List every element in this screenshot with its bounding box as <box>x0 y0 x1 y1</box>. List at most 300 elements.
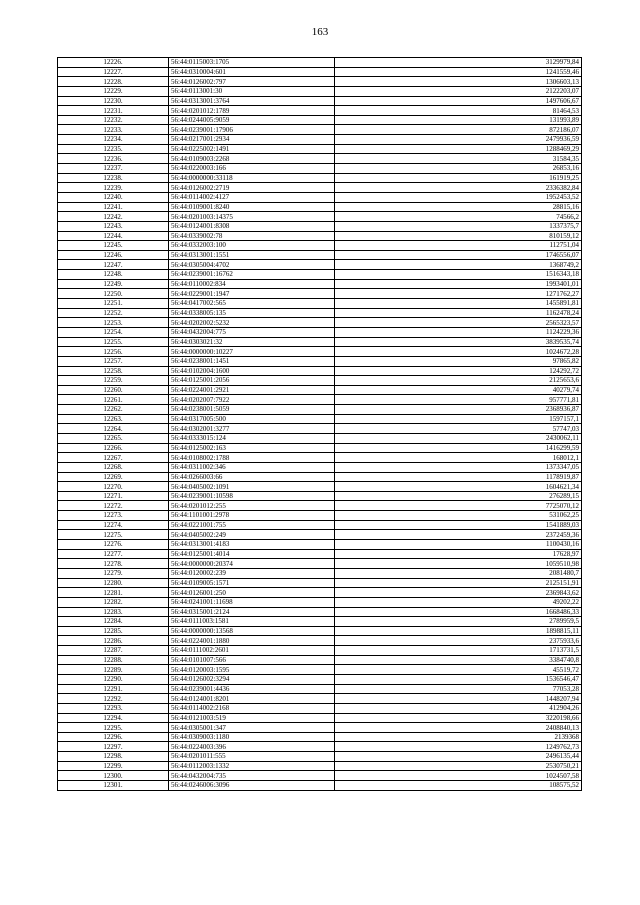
row-number: 12293. <box>58 703 169 713</box>
row-number: 12259. <box>58 376 169 386</box>
cadastral-value: 2530750,21 <box>335 761 582 771</box>
cadastral-value: 1241559,46 <box>335 67 582 77</box>
cadastral-value: 1059510,98 <box>335 559 582 569</box>
row-number: 12278. <box>58 559 169 569</box>
table-row <box>58 77 582 87</box>
table-row <box>58 318 582 328</box>
row-number: 12258. <box>58 366 169 376</box>
row-number: 12270. <box>58 482 169 492</box>
row-number: 12231. <box>58 106 169 116</box>
cadastral-value: 1668486,33 <box>335 607 582 617</box>
cadastral-value: 1536546,47 <box>335 675 582 685</box>
cadastral-value: 81464,53 <box>335 106 582 116</box>
cadastral-number: 56:44:0224003:396 <box>169 742 335 752</box>
cadastral-value: 2430062,11 <box>335 433 582 443</box>
cadastral-value: 1455891,81 <box>335 299 582 309</box>
cadastral-number: 56:44:0114002:4127 <box>169 192 335 202</box>
row-number: 12287. <box>58 646 169 656</box>
cadastral-value: 1337375,7 <box>335 221 582 231</box>
cadastral-number: 56:44:0311002:346 <box>169 462 335 472</box>
table-body <box>58 58 582 791</box>
table-row <box>58 115 582 125</box>
cadastral-number: 56:44:0125001:4014 <box>169 549 335 559</box>
table-row <box>58 761 582 771</box>
row-number: 12242. <box>58 212 169 222</box>
table-row <box>58 327 582 337</box>
page-number: 163 <box>311 26 329 38</box>
table-row <box>58 781 582 791</box>
cadastral-number: 56:44:0124001:8201 <box>169 694 335 704</box>
table-row <box>58 135 582 145</box>
cadastral-number: 56:44:0121003:519 <box>169 713 335 723</box>
table-row <box>58 752 582 762</box>
cadastral-number: 56:44:0109001:8240 <box>169 202 335 212</box>
cadastral-number: 56:44:0313001:3764 <box>169 96 335 106</box>
row-number: 12260. <box>58 385 169 395</box>
cadastral-number: 56:44:0310004:601 <box>169 67 335 77</box>
row-number: 12247. <box>58 260 169 270</box>
cadastral-value: 1497606,67 <box>335 96 582 106</box>
row-number: 12257. <box>58 356 169 366</box>
row-number: 12243. <box>58 221 169 231</box>
row-number: 12239. <box>58 183 169 193</box>
cadastral-number: 56:44:0432004:735 <box>169 771 335 781</box>
cadastral-value: 7725070,12 <box>335 501 582 511</box>
table-row <box>58 308 582 318</box>
table-row <box>58 212 582 222</box>
cadastral-value: 1713731,5 <box>335 646 582 656</box>
cadastral-number: 56:44:0309003:1180 <box>169 732 335 742</box>
table-row <box>58 588 582 598</box>
table-row <box>58 67 582 77</box>
cadastral-number: 56:44:0102004:1600 <box>169 366 335 376</box>
cadastral-value: 3220198,66 <box>335 713 582 723</box>
row-number: 12248. <box>58 270 169 280</box>
table-row <box>58 491 582 501</box>
cadastral-number: 56:44:0239001:4436 <box>169 684 335 694</box>
cadastral-number: 56:44:0266003:66 <box>169 472 335 482</box>
cadastral-number: 56:44:0239001:17906 <box>169 125 335 135</box>
cadastral-number: 56:44:1101001:2978 <box>169 511 335 521</box>
cadastral-number: 56:44:0126002:797 <box>169 77 335 87</box>
table-row <box>58 385 582 395</box>
cadastral-value: 161919,25 <box>335 173 582 183</box>
cadastral-number: 56:44:0225002:1491 <box>169 144 335 154</box>
table-row <box>58 424 582 434</box>
row-number: 12253. <box>58 318 169 328</box>
cadastral-number: 56:44:0302001:3277 <box>169 424 335 434</box>
row-number: 12277. <box>58 549 169 559</box>
row-number: 12261. <box>58 395 169 405</box>
cadastral-value: 1993401,01 <box>335 279 582 289</box>
table-row <box>58 578 582 588</box>
table-row <box>58 597 582 607</box>
table-row <box>58 356 582 366</box>
cadastral-value: 2139368 <box>335 732 582 742</box>
row-number: 12295. <box>58 723 169 733</box>
table-row <box>58 453 582 463</box>
row-number: 12264. <box>58 424 169 434</box>
cadastral-value: 2496135,44 <box>335 752 582 762</box>
cadastral-number: 56:44:0333015:124 <box>169 433 335 443</box>
row-number: 12285. <box>58 626 169 636</box>
table-row <box>58 192 582 202</box>
table-row <box>58 636 582 646</box>
table-row <box>58 511 582 521</box>
cadastral-number: 56:44:0111002:2601 <box>169 646 335 656</box>
cadastral-value: 2565323,57 <box>335 318 582 328</box>
cadastral-number: 56:44:0126002:2719 <box>169 183 335 193</box>
cadastral-number: 56:44:0432004:775 <box>169 327 335 337</box>
cadastral-value: 49202,22 <box>335 597 582 607</box>
cadastral-value: 31584,35 <box>335 154 582 164</box>
cadastral-number: 56:44:0101007:566 <box>169 655 335 665</box>
cadastral-number: 56:44:0113001:30 <box>169 86 335 96</box>
cadastral-number: 56:44:0109005:1571 <box>169 578 335 588</box>
table-row <box>58 568 582 578</box>
cadastral-value: 412904,26 <box>335 703 582 713</box>
table-row <box>58 173 582 183</box>
row-number: 12274. <box>58 520 169 530</box>
cadastral-value: 1100430,16 <box>335 540 582 550</box>
cadastral-number: 56:44:0201012:255 <box>169 501 335 511</box>
cadastral-number: 56:44:0317005:500 <box>169 414 335 424</box>
table-row <box>58 376 582 386</box>
row-number: 12235. <box>58 144 169 154</box>
table-row <box>58 617 582 627</box>
row-number: 12281. <box>58 588 169 598</box>
table-row <box>58 270 582 280</box>
cadastral-number: 56:44:0114002:2168 <box>169 703 335 713</box>
cadastral-number: 56:44:0241001:11698 <box>169 597 335 607</box>
table-row <box>58 742 582 752</box>
row-number: 12230. <box>58 96 169 106</box>
cadastral-value: 1306603,13 <box>335 77 582 87</box>
row-number: 12249. <box>58 279 169 289</box>
row-number: 12263. <box>58 414 169 424</box>
cadastral-value: 3839535,74 <box>335 337 582 347</box>
row-number: 12291. <box>58 684 169 694</box>
row-number: 12232. <box>58 115 169 125</box>
cadastral-number: 56:44:0201011:555 <box>169 752 335 762</box>
cadastral-number: 56:44:0000000:20374 <box>169 559 335 569</box>
row-number: 12265. <box>58 433 169 443</box>
cadastral-value: 531062,25 <box>335 511 582 521</box>
cadastral-value: 2479936,59 <box>335 135 582 145</box>
table-row <box>58 607 582 617</box>
table-row <box>58 723 582 733</box>
row-number: 12297. <box>58 742 169 752</box>
cadastral-number: 56:44:0111003:1581 <box>169 617 335 627</box>
cadastral-number: 56:44:0220003:166 <box>169 164 335 174</box>
cadastral-number: 56:44:0000000:33118 <box>169 173 335 183</box>
table-row <box>58 347 582 357</box>
cadastral-number: 56:44:0313001:1551 <box>169 250 335 260</box>
row-number: 12262. <box>58 405 169 415</box>
row-number: 12229. <box>58 86 169 96</box>
cadastral-value: 2375933,6 <box>335 636 582 646</box>
cadastral-number: 56:44:0224001:2921 <box>169 385 335 395</box>
cadastral-value: 1448207,94 <box>335 694 582 704</box>
cadastral-value: 1746556,07 <box>335 250 582 260</box>
table-row <box>58 279 582 289</box>
table-row <box>58 260 582 270</box>
cadastral-number: 56:44:0000000:10227 <box>169 347 335 357</box>
cadastral-value: 2125653,6 <box>335 376 582 386</box>
cadastral-value: 1604621,34 <box>335 482 582 492</box>
cadastral-value: 1952453,52 <box>335 192 582 202</box>
row-number: 12275. <box>58 530 169 540</box>
cadastral-value: 3384740,8 <box>335 655 582 665</box>
cadastral-table <box>57 57 582 791</box>
row-number: 12227. <box>58 67 169 77</box>
table-row <box>58 694 582 704</box>
row-number: 12301. <box>58 781 169 791</box>
cadastral-value: 1416299,59 <box>335 443 582 453</box>
cadastral-number: 56:44:0202002:5232 <box>169 318 335 328</box>
cadastral-value: 1178919,87 <box>335 472 582 482</box>
cadastral-number: 56:44:0217001:2934 <box>169 135 335 145</box>
row-number: 12268. <box>58 462 169 472</box>
table-row <box>58 289 582 299</box>
row-number: 12273. <box>58 511 169 521</box>
table-row <box>58 106 582 116</box>
row-number: 12299. <box>58 761 169 771</box>
table-row <box>58 684 582 694</box>
cadastral-value: 57747,03 <box>335 424 582 434</box>
cadastral-value: 1288469,29 <box>335 144 582 154</box>
row-number: 12288. <box>58 655 169 665</box>
cadastral-value: 1249762,73 <box>335 742 582 752</box>
row-number: 12271. <box>58 491 169 501</box>
table-row <box>58 655 582 665</box>
row-number: 12289. <box>58 665 169 675</box>
table-row <box>58 231 582 241</box>
cadastral-number: 56:44:0125002:163 <box>169 443 335 453</box>
cadastral-value: 1373347,05 <box>335 462 582 472</box>
row-number: 12245. <box>58 241 169 251</box>
cadastral-number: 56:44:0000000:13568 <box>169 626 335 636</box>
table-row <box>58 771 582 781</box>
table-row <box>58 626 582 636</box>
cadastral-value: 276289,15 <box>335 491 582 501</box>
cadastral-value: 2789959,5 <box>335 617 582 627</box>
row-number: 12226. <box>58 58 169 68</box>
cadastral-number: 56:44:0201012:1789 <box>169 106 335 116</box>
cadastral-value: 2336382,84 <box>335 183 582 193</box>
cadastral-value: 26853,16 <box>335 164 582 174</box>
table-row <box>58 433 582 443</box>
row-number: 12228. <box>58 77 169 87</box>
row-number: 12252. <box>58 308 169 318</box>
row-number: 12269. <box>58 472 169 482</box>
table-row <box>58 482 582 492</box>
cadastral-number: 56:44:0313001:4183 <box>169 540 335 550</box>
cadastral-number: 56:44:0305001:347 <box>169 723 335 733</box>
table-row <box>58 675 582 685</box>
table-row <box>58 183 582 193</box>
cadastral-number: 56:44:0202007:7922 <box>169 395 335 405</box>
cadastral-value: 957771,81 <box>335 395 582 405</box>
row-number: 12284. <box>58 617 169 627</box>
row-number: 12296. <box>58 732 169 742</box>
cadastral-value: 77053,28 <box>335 684 582 694</box>
cadastral-value: 17628,97 <box>335 549 582 559</box>
row-number: 12267. <box>58 453 169 463</box>
cadastral-value: 2368936,87 <box>335 405 582 415</box>
cadastral-value: 1271762,27 <box>335 289 582 299</box>
cadastral-number: 56:44:0120002:239 <box>169 568 335 578</box>
row-number: 12244. <box>58 231 169 241</box>
cadastral-value: 2372459,36 <box>335 530 582 540</box>
cadastral-number: 56:44:0238001:5059 <box>169 405 335 415</box>
row-number: 12233. <box>58 125 169 135</box>
cadastral-number: 56:44:0110002:834 <box>169 279 335 289</box>
table-row <box>58 540 582 550</box>
row-number: 12276. <box>58 540 169 550</box>
row-number: 12280. <box>58 578 169 588</box>
cadastral-value: 1124229,36 <box>335 327 582 337</box>
row-number: 12290. <box>58 675 169 685</box>
table-row <box>58 202 582 212</box>
cadastral-value: 168012,1 <box>335 453 582 463</box>
table-row <box>58 250 582 260</box>
cadastral-value: 97865,82 <box>335 356 582 366</box>
cadastral-number: 56:44:0120003:1595 <box>169 665 335 675</box>
row-number: 12256. <box>58 347 169 357</box>
row-number: 12292. <box>58 694 169 704</box>
row-number: 12251. <box>58 299 169 309</box>
table-row <box>58 549 582 559</box>
cadastral-number: 56:44:0229001:1947 <box>169 289 335 299</box>
table-row <box>58 86 582 96</box>
table-row <box>58 501 582 511</box>
cadastral-number: 56:44:0221001:755 <box>169 520 335 530</box>
cadastral-value: 124292,72 <box>335 366 582 376</box>
table-row <box>58 96 582 106</box>
table-row <box>58 241 582 251</box>
row-number: 12254. <box>58 327 169 337</box>
row-number: 12266. <box>58 443 169 453</box>
table-row <box>58 665 582 675</box>
row-number: 12241. <box>58 202 169 212</box>
cadastral-value: 1898815,11 <box>335 626 582 636</box>
table-row <box>58 713 582 723</box>
table-row <box>58 472 582 482</box>
cadastral-number: 56:44:0405002:1091 <box>169 482 335 492</box>
row-number: 12286. <box>58 636 169 646</box>
row-number: 12283. <box>58 607 169 617</box>
cadastral-number: 56:44:0115003:1705 <box>169 58 335 68</box>
cadastral-value: 872186,07 <box>335 125 582 135</box>
table-row <box>58 144 582 154</box>
cadastral-number: 56:44:0338005:135 <box>169 308 335 318</box>
cadastral-value: 1516343,18 <box>335 270 582 280</box>
table-row <box>58 154 582 164</box>
table-row <box>58 337 582 347</box>
cadastral-number: 56:44:0246006:3096 <box>169 781 335 791</box>
row-number: 12240. <box>58 192 169 202</box>
cadastral-value: 28815,16 <box>335 202 582 212</box>
cadastral-number: 56:44:0201003:14375 <box>169 212 335 222</box>
row-number: 12234. <box>58 135 169 145</box>
cadastral-value: 45519,72 <box>335 665 582 675</box>
cadastral-value: 810159,12 <box>335 231 582 241</box>
cadastral-number: 56:44:0244005:9059 <box>169 115 335 125</box>
cadastral-value: 131993,89 <box>335 115 582 125</box>
row-number: 12236. <box>58 154 169 164</box>
cadastral-value: 40279,74 <box>335 385 582 395</box>
table-row <box>58 405 582 415</box>
table-row <box>58 125 582 135</box>
row-number: 12238. <box>58 173 169 183</box>
table-row <box>58 732 582 742</box>
cadastral-number: 56:44:0124001:8308 <box>169 221 335 231</box>
row-number: 12294. <box>58 713 169 723</box>
cadastral-value: 1024672,28 <box>335 347 582 357</box>
cadastral-number: 56:44:0125001:2056 <box>169 376 335 386</box>
row-number: 12282. <box>58 597 169 607</box>
cadastral-number: 56:44:0303021:32 <box>169 337 335 347</box>
table-row <box>58 443 582 453</box>
cadastral-number: 56:44:0315001:2124 <box>169 607 335 617</box>
table-row <box>58 414 582 424</box>
cadastral-number: 56:44:0224001:1880 <box>169 636 335 646</box>
table-row <box>58 221 582 231</box>
cadastral-value: 2122203,07 <box>335 86 582 96</box>
table-row <box>58 58 582 68</box>
table-row <box>58 395 582 405</box>
cadastral-number: 56:44:0339002:78 <box>169 231 335 241</box>
table-row <box>58 366 582 376</box>
table-row <box>58 462 582 472</box>
cadastral-value: 2125151,91 <box>335 578 582 588</box>
cadastral-value: 1541889,03 <box>335 520 582 530</box>
row-number: 12237. <box>58 164 169 174</box>
cadastral-number: 56:44:0126002:3294 <box>169 675 335 685</box>
cadastral-value: 1024507,58 <box>335 771 582 781</box>
cadastral-number: 56:44:0239001:10598 <box>169 491 335 501</box>
cadastral-number: 56:44:0112003:1332 <box>169 761 335 771</box>
cadastral-number: 56:44:0239001:16762 <box>169 270 335 280</box>
row-number: 12255. <box>58 337 169 347</box>
table-row <box>58 703 582 713</box>
cadastral-number: 56:44:0405002:249 <box>169 530 335 540</box>
row-number: 12298. <box>58 752 169 762</box>
table-row <box>58 530 582 540</box>
cadastral-number: 56:44:0305004:4702 <box>169 260 335 270</box>
cadastral-value: 1162478,24 <box>335 308 582 318</box>
table-row <box>58 646 582 656</box>
cadastral-value: 74566,2 <box>335 212 582 222</box>
row-number: 12279. <box>58 568 169 578</box>
cadastral-number: 56:44:0417002:565 <box>169 299 335 309</box>
table-row <box>58 520 582 530</box>
cadastral-number: 56:44:0126001:250 <box>169 588 335 598</box>
cadastral-value: 3129979,84 <box>335 58 582 68</box>
cadastral-value: 1368749,2 <box>335 260 582 270</box>
table-row <box>58 559 582 569</box>
table-row <box>58 164 582 174</box>
cadastral-number: 56:44:0108002:1788 <box>169 453 335 463</box>
cadastral-number: 56:44:0109003:2268 <box>169 154 335 164</box>
cadastral-value: 2369843,62 <box>335 588 582 598</box>
cadastral-value: 108575,52 <box>335 781 582 791</box>
row-number: 12246. <box>58 250 169 260</box>
table-row <box>58 299 582 309</box>
row-number: 12272. <box>58 501 169 511</box>
row-number: 12250. <box>58 289 169 299</box>
